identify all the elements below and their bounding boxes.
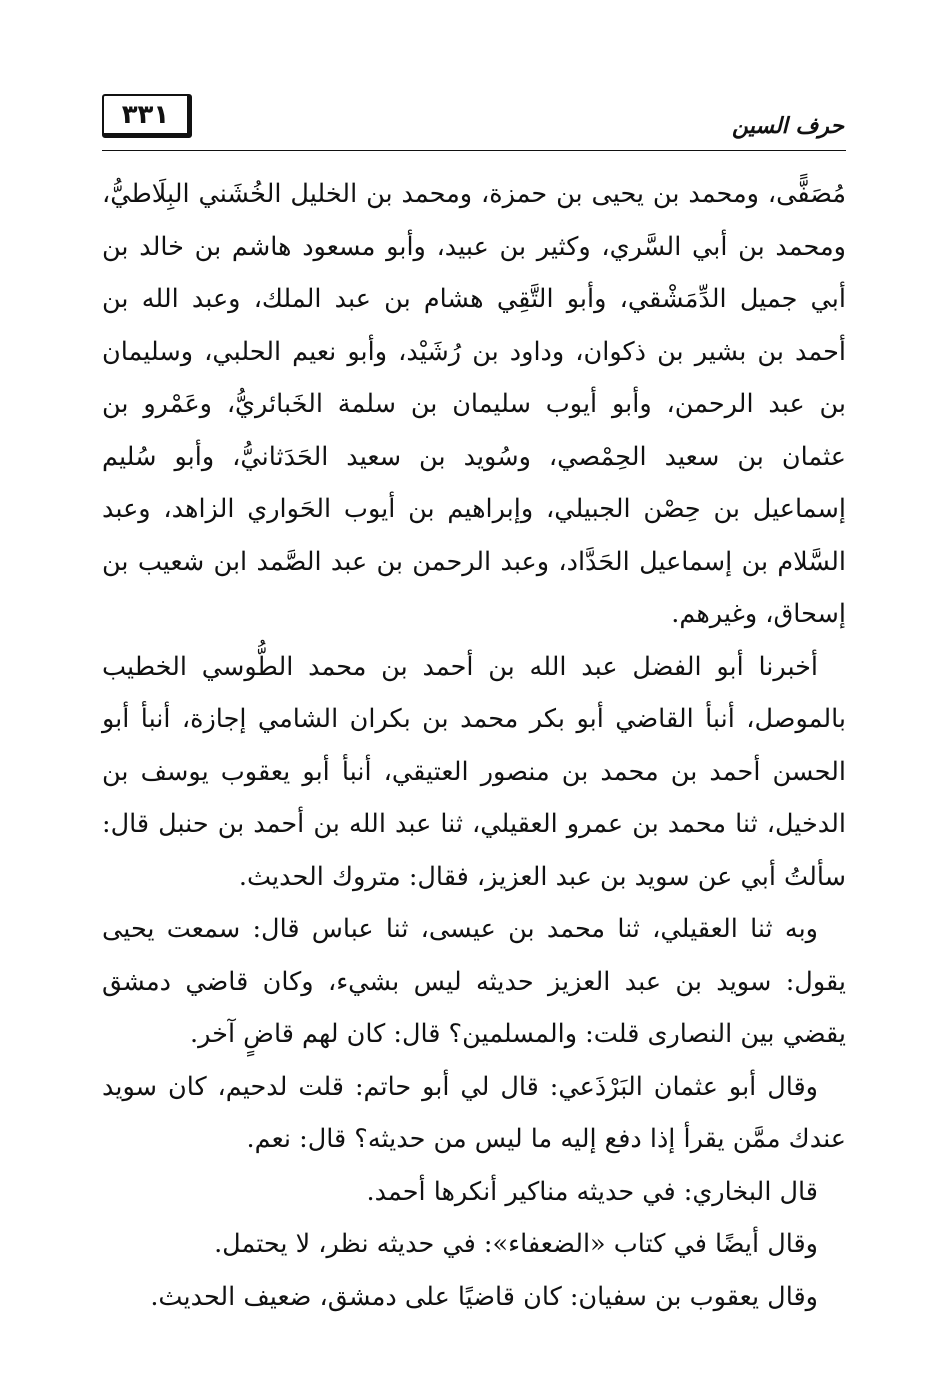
paragraph: قال البخاري: في حديثه مناكير أنكرها أحمد. <box>366 1176 818 1207</box>
page-header <box>102 92 846 154</box>
page-number: ٣٣١ <box>102 94 192 138</box>
paragraph: وبه ثنا العقيلي، ثنا محمد بن عيسى، ثنا عباس قال: سمعت يحيى يقول: سويد بن عبد العزيز حديثه ليس بشيء، وكان قاضي دمشق يقضي بين النصارى قلت: والمسلمين؟ قال: كان لهم قاضٍ آخر. <box>102 914 846 1049</box>
paragraph: وقال يعقوب بن سفيان: كان قاضيًا على دمشق، ضعيف الحديث. <box>150 1281 818 1312</box>
paragraph: وقال أيضًا في كتاب «الضعفاء»: في حديثه نظر، لا يحتمل. <box>214 1229 818 1259</box>
paragraph-continuation: مُصَفًّى، ومحمد بن يحيى بن حمزة، ومحمد بن الخليل الخُشَني البِلَاطيُّ، ومحمد بن أبي السَّري، وكثير بن عبيد، وأبو مسعود هاشم بن خالد بن أبي جميل الدِّمَشْقي، وأبو التَّقِي هشام بن عبد الملك، وعبد الله بن أحمد بن بشير بن ذكوان، وداود بن رُشَيْد، وأبو نعيم الحلبي، وسليمان بن عبد الرحمن، وأبو أيوب سليمان بن سلمة الخَبائريُّ، وعَمْرو بن عثمان بن سعيد الحِمْصي، وسُويد بن سعيد الحَدَثانيُّ، وأبو سُليم إسماعيل بن حِصْن الجبيلي، وإبراهيم بن أيوب الحَواري الزاهد، وعبد السَّلام بن إسماعيل الحَدَّاد، وعبد الرحمن بن عبد الصَّمد ابن شعيب بن إسحاق، وغيرهم. <box>102 179 846 629</box>
body-text <box>102 168 846 1323</box>
paragraph: أخبرنا أبو الفضل عبد الله بن أحمد بن محمد الطُّوسي الخطيب بالموصل، أنبأ القاضي أبو بكر محمد بن بكران الشامي إجازة، أنبأ أبو الحسن أحمد بن محمد بن منصور العتيقي، أنبأ أبو يعقوب يوسف بن الدخيل، ثنا محمد بن عمرو العقيلي، ثنا عبد الله بن أحمد بن حنبل قال: سألتُ أبي عن سويد بن عبد العزيز، فقال: متروك الحديث. <box>102 651 846 892</box>
paragraph: وقال أبو عثمان البَرْذَعي: قال لي أبو حاتم: قلت لدحيم، كان سويد عندك ممَّن يقرأ إذا دفع إليه ما ليس من حديثه؟ قال: نعم. <box>102 1071 846 1154</box>
header-rule <box>102 150 846 151</box>
running-title: حرف السين <box>731 114 844 139</box>
